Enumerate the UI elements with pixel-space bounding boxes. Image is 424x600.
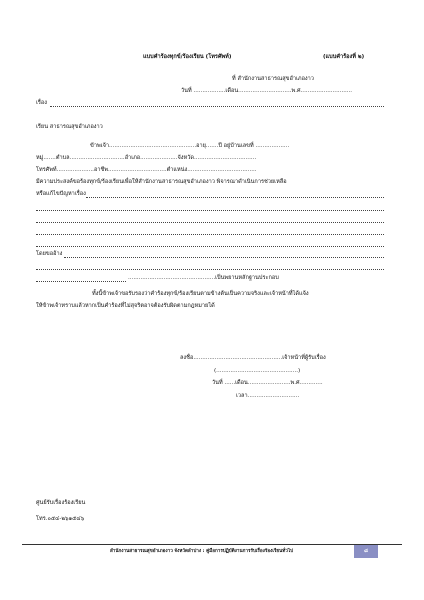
detail-line-4[interactable] [36,246,384,247]
purpose-field[interactable] [86,197,384,198]
claim-line-3[interactable] [36,281,126,282]
signature-time: เวลา............................. [236,393,300,399]
purpose-line-2: หรือแก้ไขปัญหาเรื่อง [36,191,86,197]
center-name: ศูนย์รับเรื่องร้องเรียน [36,500,86,506]
footer-divider [22,544,402,545]
detail-line-3[interactable] [36,234,384,235]
signature-name: (..............................................) [214,368,301,374]
footer-text: สำนักงานสาธารณสุขอำเภองาว จังหวัดลำปาง : คู่มือการปฏิบัติงานการรับเรื่องร้องเรียนทั่วไป [110,549,294,554]
evidence-suffix: .................................................เป็นพยานหลักฐานประกอบ [128,275,279,281]
applicant-line-1: ข้าพเจ้า.................................................อายุ.......ปี อยู่บ้านเลขที่ ................... [90,143,290,149]
form-number: (แบบคำร้องที่ ๒) [323,54,365,60]
claim-line-2[interactable] [36,269,384,270]
declaration-line-2: ให้ข้าพเจ้าทราบแล้วหากเป็นคำร้องที่ไม่สุจริตอาจต้องรับผิดตามกฎหมายได้ [36,303,215,309]
office-line: ที่ สำนักงานสาธารณสุขอำเภองาว [232,76,314,82]
claim-field[interactable] [64,257,384,258]
applicant-line-2: หมู่.......ตำบล...............................อำเภอ.....................จังหวัด................................... [36,155,257,161]
applicant-line-3: โทรศัพท์.....................อาชีพ.................................ตำแหน่ง....................................... [36,167,257,173]
date-line: วันที่ ..................เดือน..............................พ.ศ............................. [181,88,353,94]
claim-label: โดยขออ้าง [36,251,63,257]
detail-line-2[interactable] [36,222,384,223]
declaration-line-1: ทั้งนี้ข้าพเจ้าขอรับรองว่าคำร้องทุกข์/ร้องเรียนตามข้างต้นเป็นความจริงและเจ้าหน้าที่ได้แจ้ง [92,291,309,297]
signature-line: ลงชื่อ..................................................เจ้าหน้าที่ผู้รับเรื่อง [180,355,326,361]
form-title: แบบคำร้องทุกข์/ร้องเรียน (โทรศัพท์) [143,54,232,60]
subject-field[interactable] [50,106,384,107]
page-number-badge: ๘ [354,545,378,558]
signature-date: วันที่ ......เดือน........................พ.ศ............. [212,380,323,386]
purpose-line-1: มีความประสงค์ขอร้องทุกข์/ร้องเรียนเพื่อให้สำนักงานสาธารณสุขอำเภองาว พิจารณาดำเนินการช่วยเหลือ [36,179,287,185]
salutation: เรียน สาธารณสุขอำเภองาว [36,124,103,130]
detail-line-1[interactable] [36,210,384,211]
center-phone: โทร.๐๕๔-๒๖๑๕๔๖ [36,516,85,522]
subject-label: เรื่อง [36,100,48,106]
